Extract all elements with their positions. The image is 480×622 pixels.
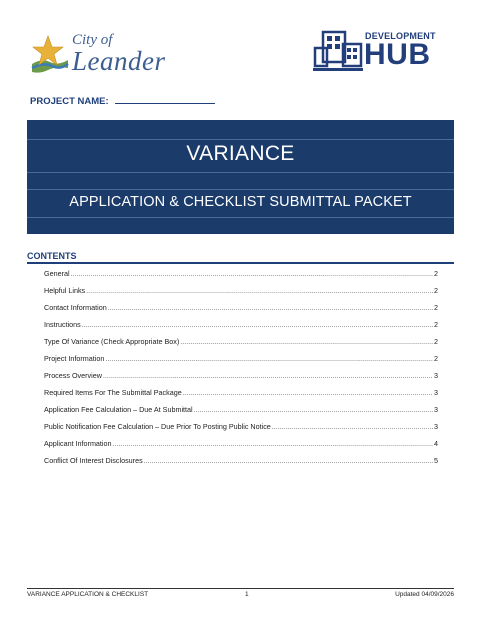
toc-item-page: 3 (434, 422, 438, 431)
toc-item-page: 3 (434, 405, 438, 414)
title-banner (27, 120, 454, 234)
hub-text: HUB (364, 38, 431, 71)
toc-item-label: Applicant Information (44, 439, 112, 448)
document-subtitle: APPLICATION & CHECKLIST SUBMITTAL PACKET (69, 194, 412, 210)
contents-divider (27, 262, 454, 264)
toc-item[interactable] (44, 320, 438, 337)
toc-item-label: Conflict Of Interest Disclosures (44, 456, 143, 465)
project-name-label: PROJECT NAME: (30, 96, 109, 107)
banner-divider (27, 189, 454, 190)
toc-item-label: Type Of Variance (Check Appropriate Box) (44, 337, 180, 346)
toc-item[interactable] (44, 388, 438, 405)
toc-item-page: 2 (434, 303, 438, 312)
page-footer (27, 588, 454, 599)
toc-item-page: 4 (434, 439, 438, 448)
footer-document-name: VARIANCE APPLICATION & CHECKLIST (27, 591, 149, 598)
project-name-field (30, 94, 215, 107)
toc-item-label: Instructions (44, 320, 81, 329)
toc-item-page: 3 (434, 388, 438, 397)
banner-divider (27, 172, 454, 173)
contents-heading: CONTENTS (27, 251, 77, 261)
table-of-contents (44, 269, 438, 473)
city-of-text: City of (72, 32, 113, 48)
toc-item-page: 2 (434, 320, 438, 329)
toc-item[interactable] (44, 405, 438, 422)
toc-item[interactable] (44, 422, 438, 439)
document-title: VARIANCE (186, 142, 295, 165)
buildings-icon (313, 30, 365, 74)
toc-item-label: General (44, 269, 70, 278)
toc-item-label: Helpful Links (44, 286, 86, 295)
toc-item-page: 2 (434, 337, 438, 346)
toc-item-page: 2 (434, 269, 438, 278)
footer-updated-date: Updated 04/09/2026 (395, 591, 454, 598)
leander-text: Leander (72, 46, 166, 76)
toc-item-page: 5 (434, 456, 438, 465)
toc-item[interactable] (44, 456, 438, 473)
toc-item[interactable] (44, 286, 438, 303)
toc-item-label: Contact Information (44, 303, 107, 312)
toc-item[interactable] (44, 439, 438, 456)
toc-item[interactable] (44, 354, 438, 371)
toc-item[interactable] (44, 269, 438, 286)
star-river-icon (30, 32, 70, 76)
toc-item-label: Required Items For The Submittal Package (44, 388, 182, 397)
toc-item-label: Application Fee Calculation – Due At Submittal (44, 405, 193, 414)
toc-item[interactable] (44, 303, 438, 320)
project-name-blank[interactable] (115, 94, 215, 104)
development-hub-logo (313, 30, 443, 76)
banner-divider (27, 217, 454, 218)
toc-item-label: Project Information (44, 354, 105, 363)
city-of-leander-logo (30, 30, 166, 80)
toc-item-page: 2 (434, 286, 438, 295)
toc-item-label: Public Notification Fee Calculation – Due Prior To Posting Public Notice (44, 422, 271, 431)
toc-item[interactable] (44, 371, 438, 388)
toc-item[interactable] (44, 337, 438, 354)
development-text: DEVELOPMENT (365, 31, 436, 41)
toc-item-page: 3 (434, 371, 438, 380)
banner-divider (27, 139, 454, 140)
toc-item-page: 2 (434, 354, 438, 363)
toc-item-label: Process Overview (44, 371, 102, 380)
footer-page-number: 1 (245, 591, 249, 598)
